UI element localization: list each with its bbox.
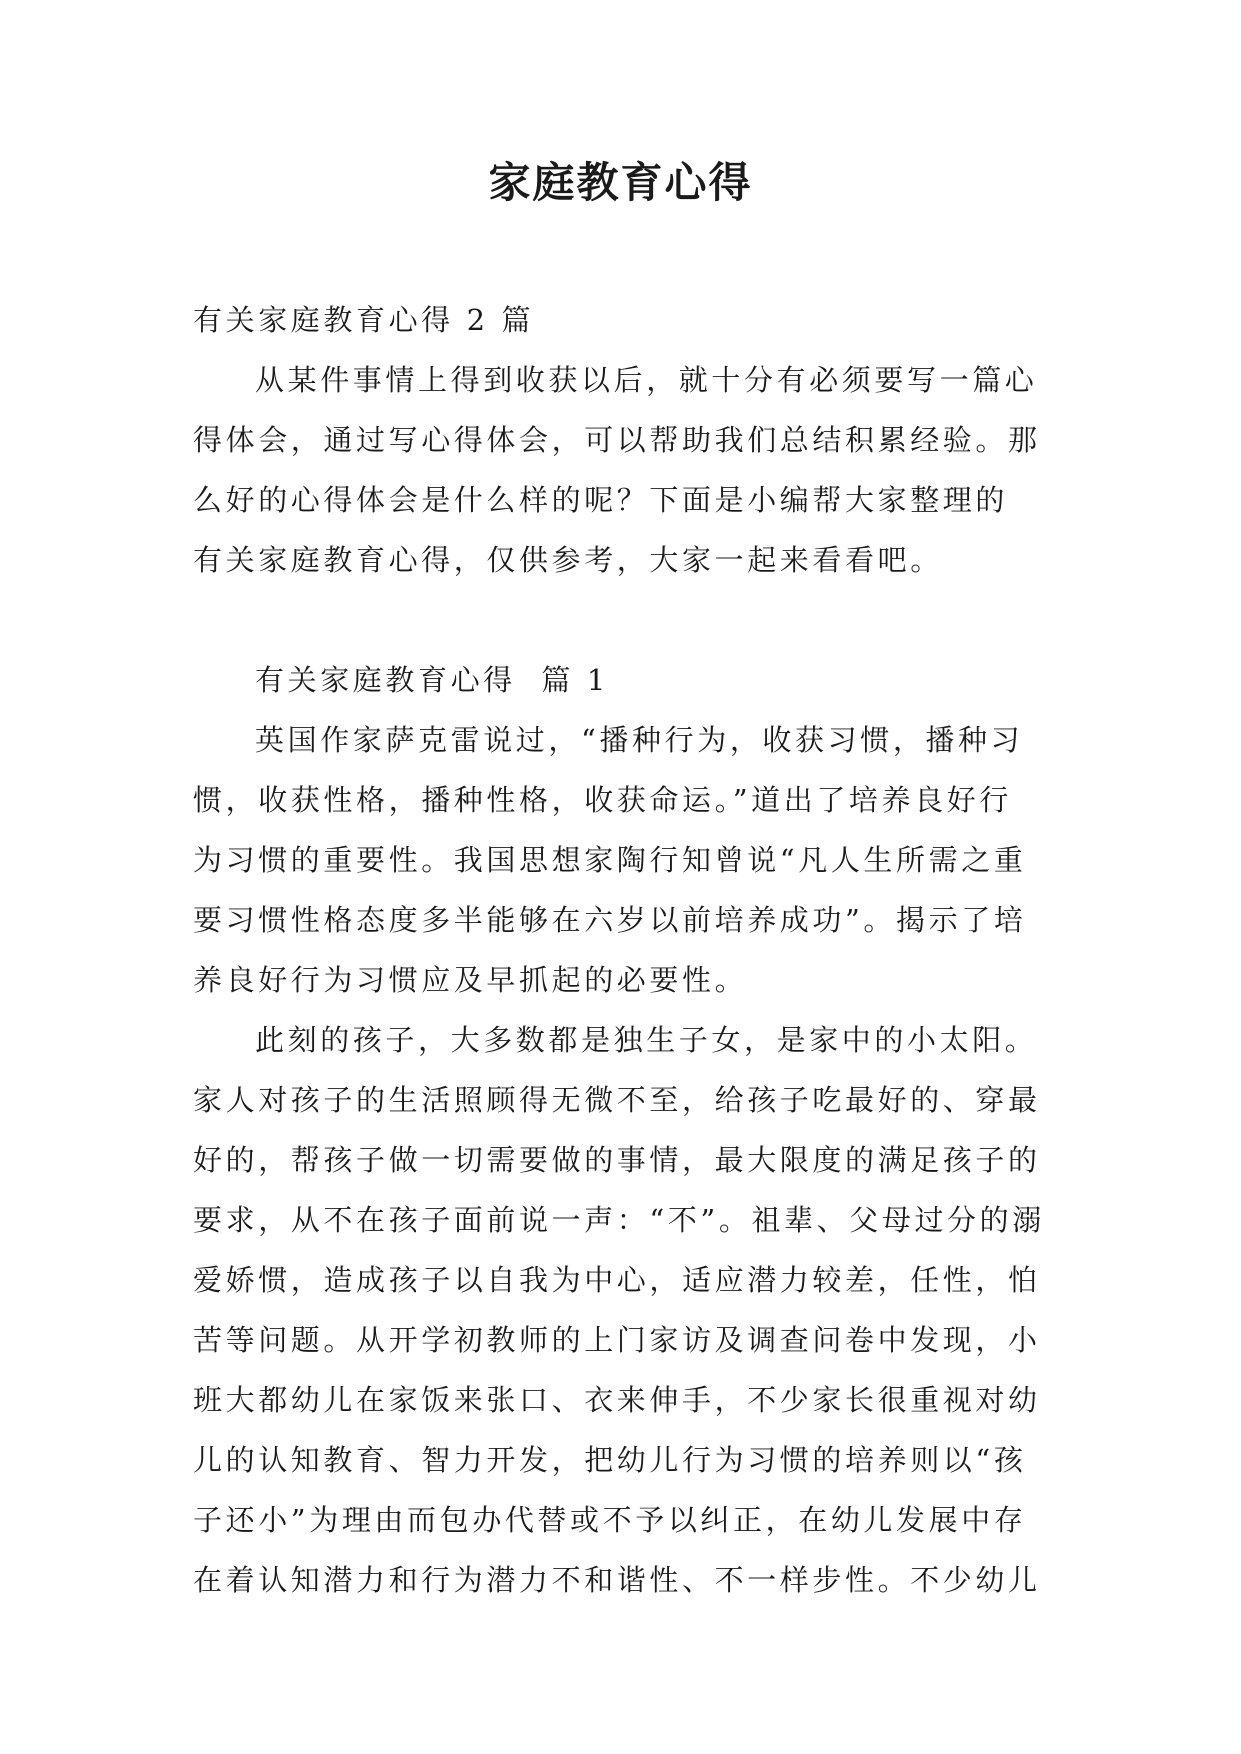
paragraph-line: 么好的心得体会是什么样的呢？下面是小编帮大家整理的 — [193, 483, 1009, 517]
paragraph-line: 得体会，通过写心得体会，可以帮助我们总结积累经验。那 — [193, 423, 1041, 457]
intro-paragraph — [193, 350, 1053, 590]
paragraph-line: 养良好行为习惯应及早抓起的必要性。 — [193, 963, 748, 997]
spacer — [193, 590, 1053, 650]
paragraph-1 — [193, 710, 1053, 1010]
paragraph-line: 要求，从不在孩子面前说一声：“不”。祖辈、父母过分的溺 — [193, 1203, 1045, 1237]
paragraph-line: 儿的认知教育、智力开发，把幼儿行为习惯的培养则以“孩 — [193, 1443, 1027, 1477]
paragraph-line: 在着认知潜力和行为潜力不和谐性、不一样步性。不少幼儿 — [193, 1563, 1041, 1597]
document-subtitle: 有关家庭教育心得 2 篇 — [193, 303, 535, 337]
section-heading: 有关家庭教育心得 篇 1 — [255, 663, 609, 697]
paragraph-line: 子还小”为理由而包办代替或不予以纠正，在幼儿发展中存 — [193, 1503, 1027, 1537]
paragraph-line: 家人对孩子的生活照顾得无微不至，给孩子吃最好的、穿最 — [193, 1083, 1041, 1117]
paragraph-line: 爱娇惯，造成孩子以自我为中心，适应潜力较差，任性，怕 — [193, 1263, 1041, 1297]
paragraph-line: 从某件事情上得到收获以后，就十分有必须要写一篇心 — [255, 363, 1038, 397]
paragraph-line: 要习惯性格态度多半能够在六岁以前培养成功”。揭示了培 — [193, 903, 1027, 937]
document-body — [193, 290, 1053, 1610]
paragraph-line: 班大都幼儿在家饭来张口、衣来伸手，不少家长很重视对幼 — [193, 1383, 1041, 1417]
document-title: 家庭教育心得 — [488, 158, 753, 207]
paragraph-line: 为习惯的重要性。我国思想家陶行知曾说“凡人生所需之重 — [193, 843, 1027, 877]
paragraph-line: 惯，收获性格，播种性格，收获命运。”道出了培养良好行 — [193, 783, 1012, 817]
paragraph-line: 好的，帮孩子做一切需要做的事情，最大限度的满足孩子的 — [193, 1143, 1041, 1177]
paragraph-line: 苦等问题。从开学初教师的上门家访及调查问卷中发现，小 — [193, 1323, 1041, 1357]
paragraph-line: 英国作家萨克雷说过，“播种行为，收获习惯，播种习 — [255, 723, 1024, 757]
paragraph-line: 有关家庭教育心得，仅供参考，大家一起来看看吧。 — [193, 543, 943, 577]
paragraph-2 — [193, 1010, 1053, 1610]
paragraph-line: 此刻的孩子，大多数都是独生子女，是家中的小太阳。 — [255, 1023, 1038, 1057]
